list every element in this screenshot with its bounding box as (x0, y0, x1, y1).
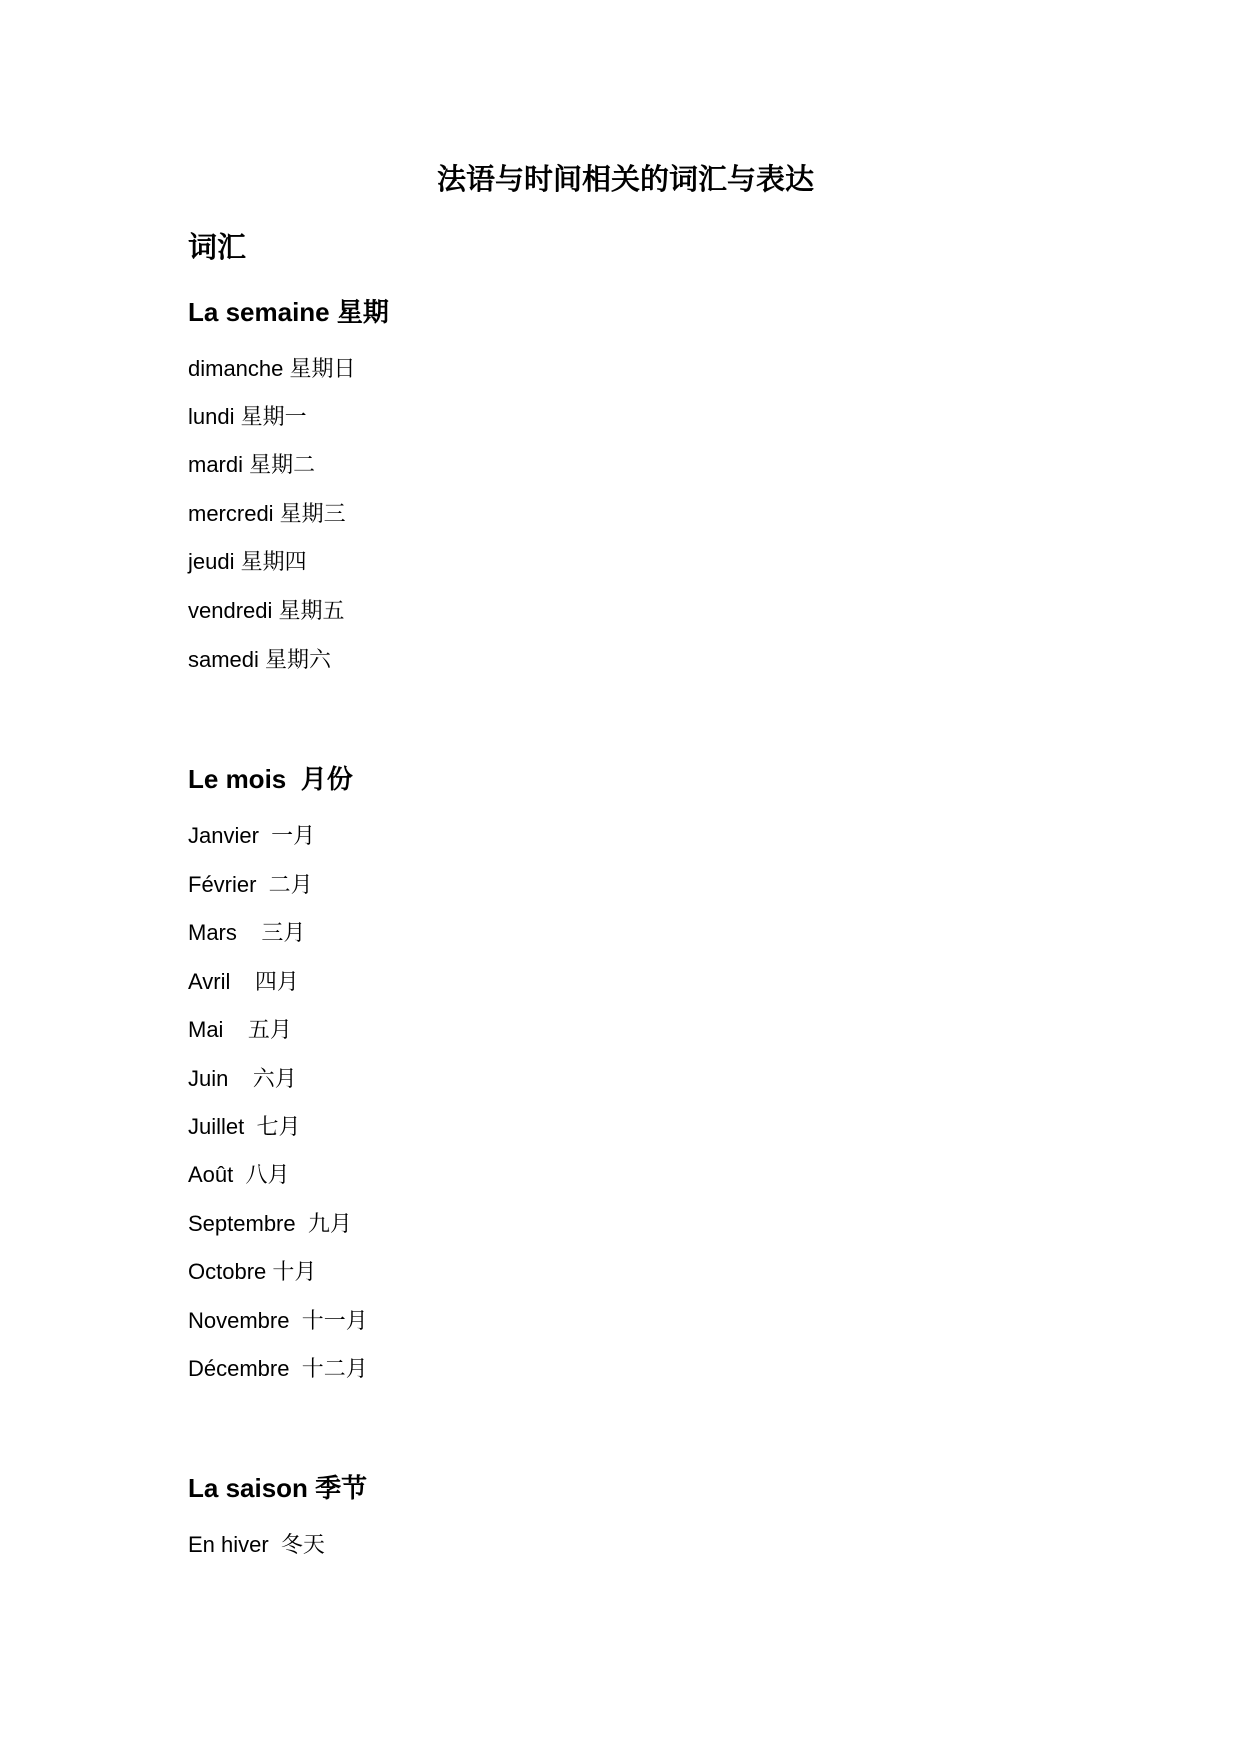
list-item-month: Avril 四月 (188, 969, 299, 994)
list-item-month: Octobre 十月 (188, 1259, 317, 1284)
list-item-week: jeudi 星期四 (188, 549, 307, 574)
list-item-week: dimanche 星期日 (188, 356, 356, 381)
list-item-month: Septembre 九月 (188, 1211, 352, 1236)
list-item-month: Mars 三月 (188, 920, 306, 945)
list-item-month: Janvier 一月 (188, 823, 316, 848)
heading-week: La semaine 星期 (188, 297, 389, 327)
section-title-vocabulary: 词汇 (188, 230, 247, 264)
list-item-month: Août 八月 (188, 1162, 290, 1187)
list-item-week: mercredi 星期三 (188, 501, 346, 526)
list-item-month: Mai 五月 (188, 1017, 292, 1042)
document-title: 法语与时间相关的词汇与表达 (436, 162, 814, 196)
list-item-month: Juin 六月 (188, 1066, 297, 1091)
list-item-month: Décembre 十二月 (188, 1356, 368, 1381)
list-item-week: vendredi 星期五 (188, 598, 345, 623)
list-item-season: En hiver 冬天 (188, 1532, 325, 1557)
list-item-week: mardi 星期二 (188, 452, 316, 477)
list-item-month: Novembre 十一月 (188, 1308, 368, 1333)
heading-season: La saison 季节 (188, 1473, 368, 1503)
list-item-month: Février 二月 (188, 872, 313, 897)
list-item-week: samedi 星期六 (188, 647, 332, 672)
list-item-week: lundi 星期一 (188, 404, 307, 429)
heading-month: Le mois 月份 (188, 764, 353, 794)
list-item-month: Juillet 七月 (188, 1114, 301, 1139)
